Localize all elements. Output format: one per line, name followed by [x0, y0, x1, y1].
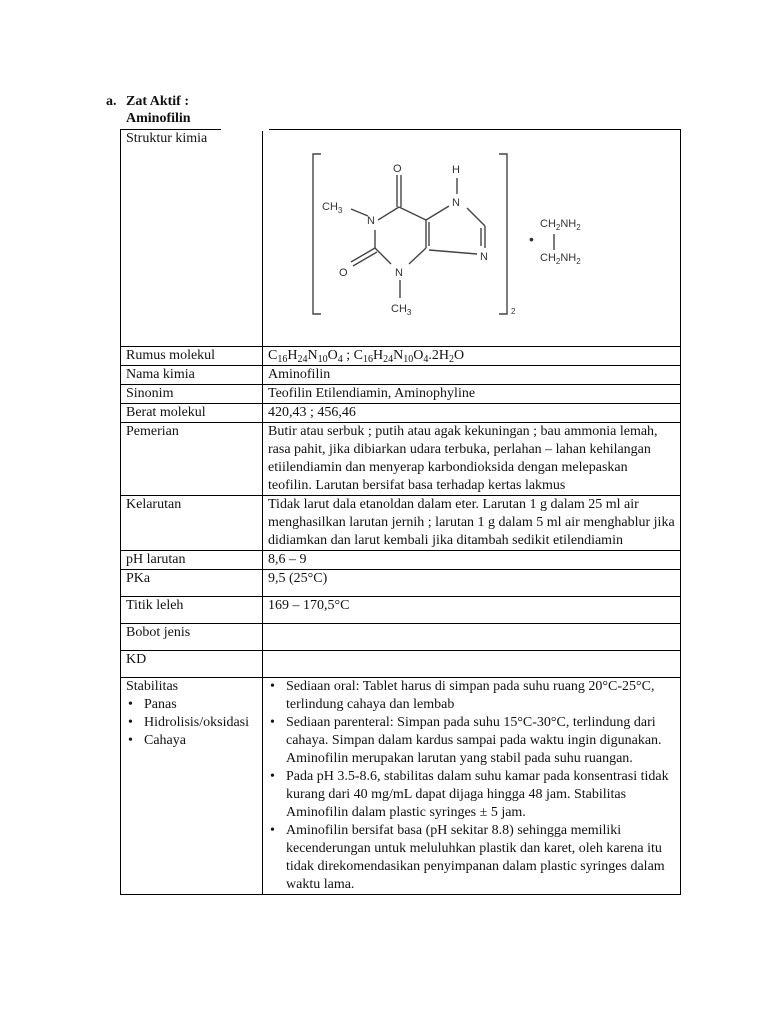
- atom-o-bottom: O: [339, 267, 348, 279]
- value-berat: 420,43 ; 456,46: [263, 404, 681, 423]
- row-pka: [121, 570, 681, 597]
- value-titik: 169 – 170,5°C: [263, 597, 681, 624]
- value-ph: 8,6 – 9: [263, 551, 681, 570]
- atom-h-top: H: [452, 164, 460, 176]
- label-ph: pH larutan: [121, 551, 263, 570]
- label-titik: Titik leleh: [121, 597, 263, 624]
- value-bobot: [263, 624, 681, 651]
- heading-title: Zat Aktif :: [126, 94, 189, 109]
- value-kd: [263, 651, 681, 678]
- label-berat: Berat molekul: [121, 404, 263, 423]
- atom-ch3-bottom: $CH_3$: [391, 303, 412, 317]
- row-sinonim: [121, 385, 681, 404]
- stabilitas-title: Stabilitas: [126, 679, 179, 694]
- label-stabilitas: [121, 678, 263, 895]
- list-item: • Aminofilin bersifat basa (pH sekitar 8.8) sehingga memiliki kecenderungan untuk meluluhkan plastik dan karet, oleh karena itu tidak direkomendasikan penyimpanan dalam plastic syringes dalam waktu lama.: [268, 822, 675, 894]
- atom-n-right: N: [480, 251, 488, 263]
- list-item: • Panas: [126, 696, 257, 714]
- label-rumus: Rumus molekul: [121, 347, 263, 366]
- atom-n-bottom: N: [395, 267, 403, 279]
- row-titik: [121, 597, 681, 624]
- label-pka: PKa: [121, 570, 263, 597]
- label-nama: Nama kimia: [121, 366, 263, 385]
- table-top-gap: [221, 126, 269, 131]
- value-stabilitas: [263, 678, 681, 895]
- spec-table: [120, 129, 681, 895]
- value-nama: Aminofilin: [263, 366, 681, 385]
- row-bobot: [121, 624, 681, 651]
- value-sinonim: Teofilin Etilendiamin, Aminophyline: [263, 385, 681, 404]
- list-item: • Cahaya: [126, 732, 257, 750]
- label-sinonim: Sinonim: [121, 385, 263, 404]
- salt-dot: •: [529, 231, 534, 247]
- atom-o-top: O: [393, 163, 402, 175]
- list-item: • Sediaan oral: Tablet harus di simpan pada suhu ruang 20°C-25°C, terlindung cahaya dan lembab: [268, 678, 675, 714]
- section-heading: [106, 93, 191, 127]
- row-ph: [121, 551, 681, 570]
- value-rumus: $C_{16}H_{24}N_{10}O_4$ ; $C_{16}H_{24}N_{10}O_4.2H_2O$: [263, 347, 681, 366]
- value-kelarutan: Tidak larut dala etanoldan dalam eter. Larutan 1 g dalam 25 ml air menghasilkan larutan jernih ; larutan 1 g dalam 5 ml air menghablur jika didiamkan dan larut kembali jika ditambah sedikit etilendiamin: [263, 496, 681, 551]
- label-kelarutan: Kelarutan: [121, 496, 263, 551]
- atom-n-left: N: [367, 215, 375, 227]
- atom-ch3-left: $CH_3$: [322, 201, 343, 215]
- ethylenediamine-bottom: $CH_2NH_2$: [540, 252, 581, 266]
- structure-cell: [263, 130, 681, 347]
- row-berat: [121, 404, 681, 423]
- list-item: • Hidrolisis/oksidasi: [126, 714, 257, 732]
- stabilitas-list: [268, 678, 675, 894]
- row-rumus: [121, 347, 681, 366]
- label-kd: KD: [121, 651, 263, 678]
- row-kelarutan: [121, 496, 681, 551]
- row-stabilitas: [121, 678, 681, 895]
- row-kd: [121, 651, 681, 678]
- structure-bonds: [313, 154, 554, 314]
- stabilitas-sublist: [126, 696, 257, 750]
- salt-multiplier: 2: [511, 307, 516, 316]
- label-bobot: Bobot jenis: [121, 624, 263, 651]
- heading-subtitle: Aminofilin: [126, 111, 191, 126]
- row-struktur: [121, 130, 681, 347]
- atom-n-h: N: [452, 197, 460, 209]
- value-pemerian: Butir atau serbuk ; putih atau agak kekuningan ; bau ammonia lemah, rasa pahit, jika dibiarkan udara terbuka, perlahan – lahan kehilangan etiilendiamin dan menyerap karbondioksida dengan melepaskan teofilin. Larutan bersifat basa terhadap kertas lakmus: [263, 423, 681, 496]
- ethylenediamine-top: $CH_2NH_2$: [540, 218, 581, 232]
- chemical-structure-diagram: [263, 130, 680, 346]
- list-marker: a.: [106, 94, 117, 109]
- label-struktur: Struktur kimia: [121, 130, 263, 347]
- row-nama: [121, 366, 681, 385]
- row-pemerian: [121, 423, 681, 496]
- label-pemerian: Pemerian: [121, 423, 263, 496]
- value-pka: 9,5 (25°C): [263, 570, 681, 597]
- list-item: • Sediaan parenteral: Simpan pada suhu 15°C-30°C, terlindung dari cahaya. Simpan dalam kardus sampai pada waktu ingin digunakan. Aminofilin merupakan larutan yang stabil pada suhu ruangan.: [268, 714, 675, 768]
- list-item: • Pada pH 3.5-8.6, stabilitas dalam suhu kamar pada konsentrasi tidak kurang dari 40 mg/mL dapat dijaga hingga 48 jam. Stabilitas Aminofilin dalam plastic syringes ± 5 jam.: [268, 768, 675, 822]
